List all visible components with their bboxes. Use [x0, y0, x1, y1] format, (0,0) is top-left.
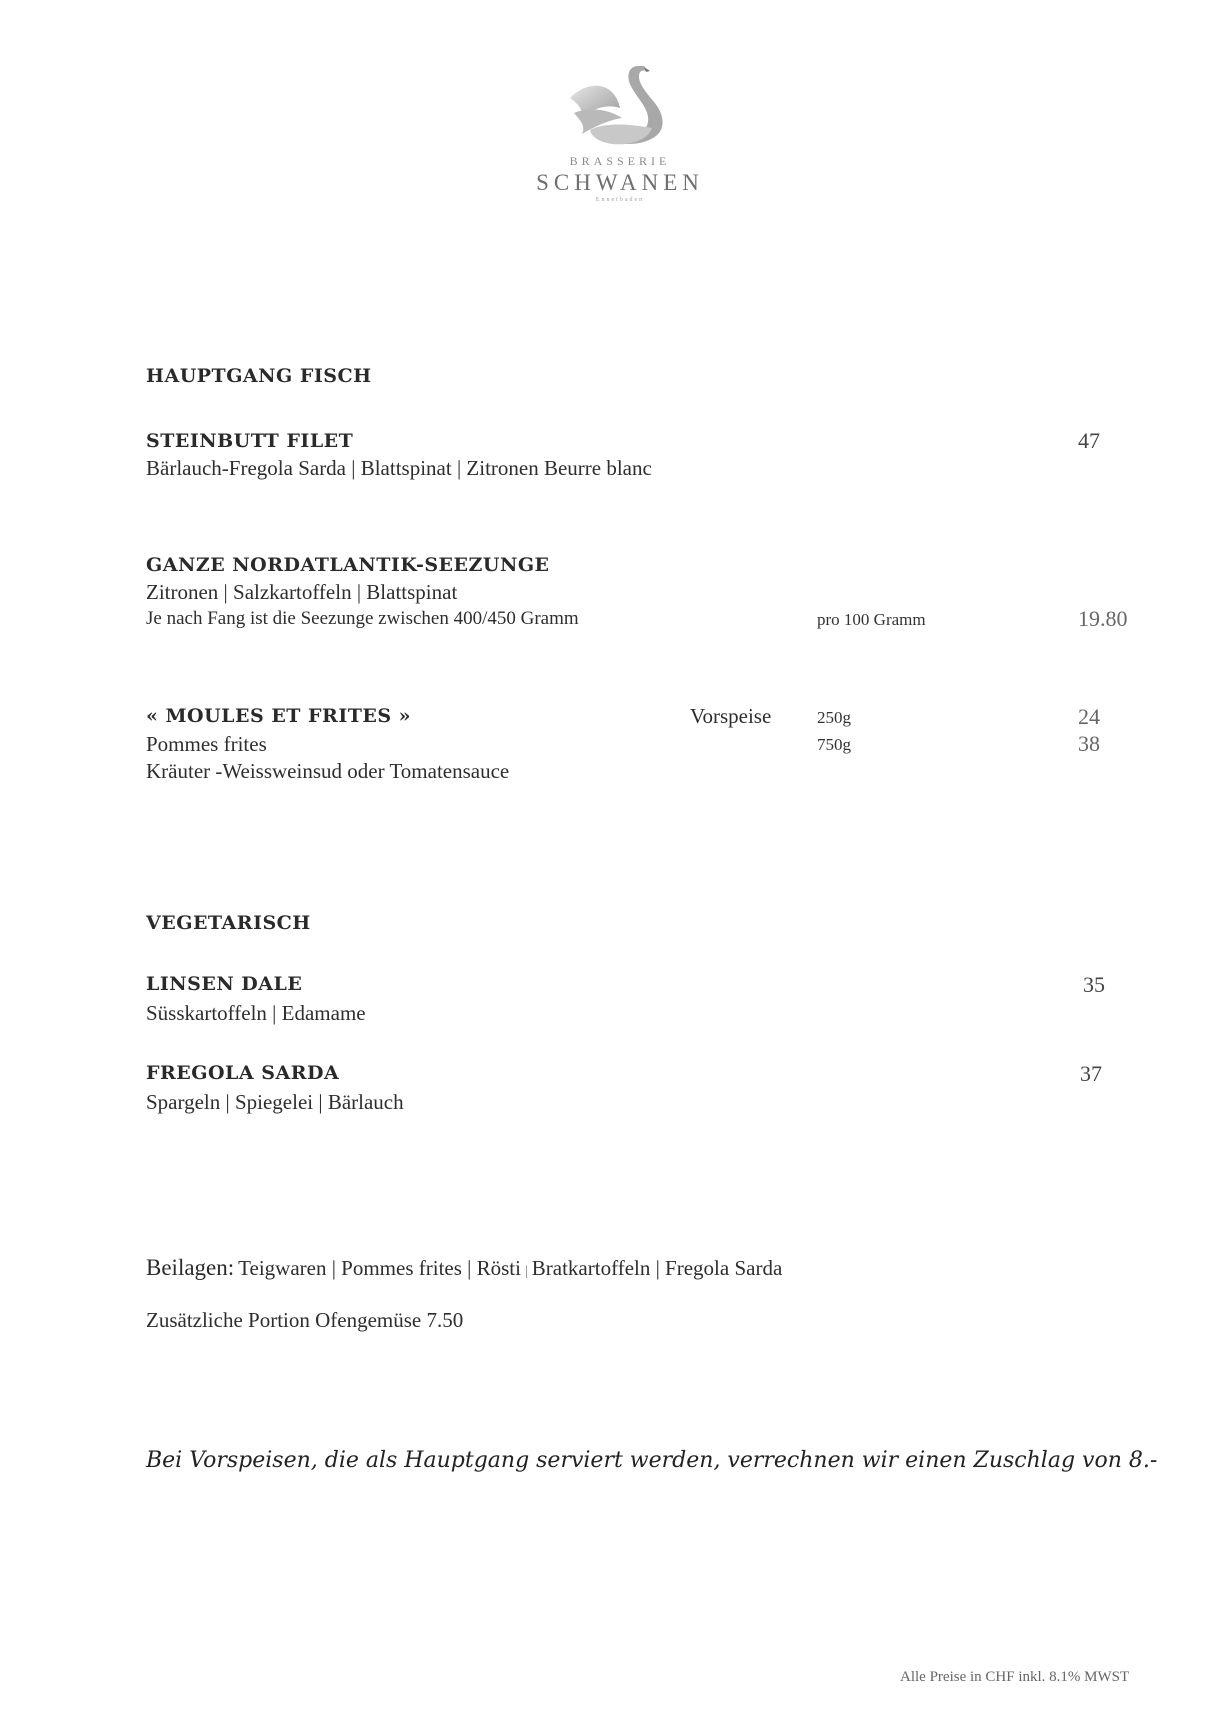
dish-description: Pommes frites: [146, 732, 267, 756]
dish-price: 47: [1078, 428, 1100, 453]
dish-price: 38: [1078, 731, 1100, 756]
dish-price: 19.80: [1078, 606, 1128, 631]
dish-price: 24: [1078, 704, 1100, 729]
restaurant-logo: [520, 58, 720, 203]
dish-note: Je nach Fang ist die Seezunge zwischen 400/450 Gramm: [146, 608, 579, 629]
dish-description: Spargeln | Spiegelei | Bärlauch: [146, 1090, 404, 1114]
surcharge-note: Bei Vorspeisen, die als Hauptgang serviert werden, verrechnen wir einen Zuschlag von 8.-: [146, 1448, 1158, 1473]
price-footer: Alle Preise in CHF inkl. 8.1% MWST: [900, 1669, 1130, 1685]
dish-unit: pro 100 Gramm: [817, 610, 926, 629]
dish-size: 250g: [817, 708, 851, 727]
dish-name: STEINBUTT FILET: [146, 430, 354, 452]
dish-price: 37: [1080, 1061, 1102, 1086]
sides-line: [146, 1255, 782, 1281]
sides-separator: |: [524, 1264, 528, 1279]
sides-text-2: Bratkartoffeln | Fregola Sarda: [531, 1256, 783, 1280]
sides-extra: Zusätzliche Portion Ofengemüse 7.50: [146, 1308, 464, 1332]
section-heading-vegetarian: VEGETARISCH: [146, 912, 311, 934]
sides-label: Beilagen:: [146, 1255, 235, 1280]
dish-description: Bärlauch-Fregola Sarda | Blattspinat | Zitronen Beurre blanc: [146, 456, 652, 480]
dish-course: Vorspeise: [690, 704, 772, 728]
logo-top-word: BRASSERIE: [569, 154, 671, 168]
sides-text: Teigwaren | Pommes frites | Rösti: [238, 1256, 521, 1280]
logo-name: SCHWANEN: [536, 170, 704, 195]
dish-description: Kräuter -Weissweinsud oder Tomatensauce: [146, 759, 510, 783]
dish-description: Süsskartoffeln | Edamame: [146, 1001, 366, 1025]
dish-size: 750g: [817, 735, 851, 754]
dish-price: 35: [1083, 972, 1105, 997]
dish-name: « MOULES ET FRITES »: [146, 705, 412, 727]
logo-place: Ennetbaden: [595, 197, 645, 203]
dish-description: Zitronen | Salzkartoffeln | Blattspinat: [146, 580, 458, 604]
dish-name: LINSEN DALE: [146, 973, 303, 995]
dish-name: FREGOLA SARDA: [146, 1062, 340, 1084]
swan-icon: [560, 58, 680, 150]
section-heading-fish: HAUPTGANG FISCH: [146, 365, 372, 387]
dish-name: GANZE NORDATLANTIK-SEEZUNGE: [146, 554, 550, 576]
